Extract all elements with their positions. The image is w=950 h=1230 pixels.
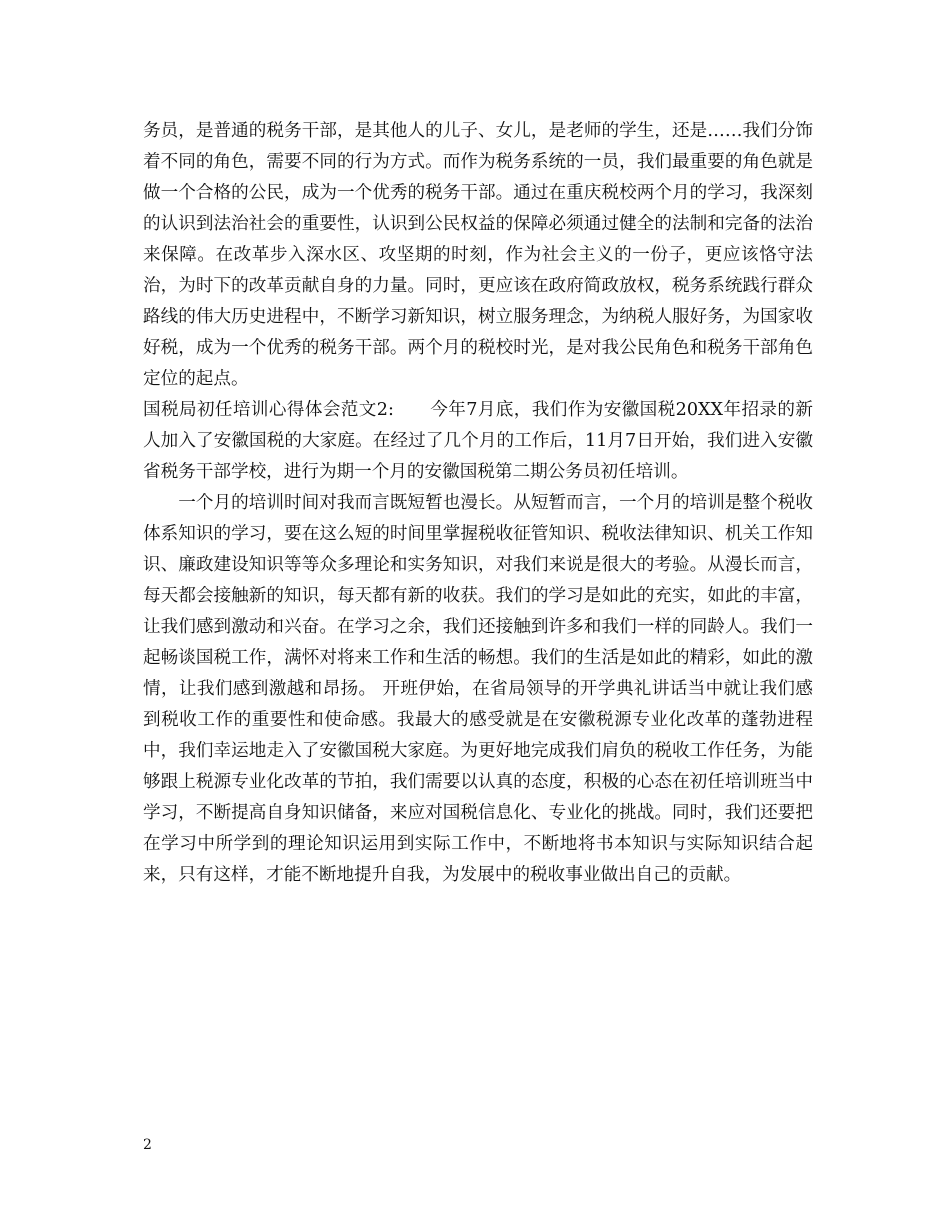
paragraph-continuation: 务员，是普通的税务干部，是其他人的儿子、女儿，是老师的学生，还是……我们分饰着不同的角色，需要不同的行为方式。而作为税务系统的一员，我们最重要的角色就是做一个合格的公民，成为一个优秀的税务干部。通过在重庆税校两个月的学习，我深刻的认识到法治社会的重要性，认识到公民权益的保障必须通过健全的法制和完备的法治来保障。在改革步入深水区、攻坚期的时刻，作为社会主义的一份子，更应该恪守法治，为时下的改革贡献自身的力量。同时，更应该在政府简政放权，税务系统践行群众路线的伟大历史进程中，不断学习新知识，树立服务理念，为纳税人服好务，为国家收好税，成为一个优秀的税务干部。两个月的税校时光，是对我公民角色和税务干部角色定位的起点。 [143, 121, 813, 389]
paragraph-essay-2-intro: 国税局初任培训心得体会范文2: 今年7月底，我们作为安徽国税20XX年招录的新人加入了安徽国税的大家庭。在经过了几个月的工作后，11月7日开始，我们进入安徽省税务干部学校，进行为期一个月的安徽国税第二期公务员初任培训。 [143, 400, 813, 482]
paragraph-training-reflection: 一个月的培训时间对我而言既短暂也漫长。从短暂而言，一个月的培训是整个税收体系知识的学习，要在这么短的时间里掌握税收征管知识、税收法律知识、机关工作知识、廉政建设知识等等众多理论和实务知识，对我们来说是很大的考验。从漫长而言，每天都会接触新的知识，每天都有新的收获。我们的学习是如此的充实，如此的丰富，让我们感到激动和兴奋。在学习之余，我们还接触到许多和我们一样的同龄人。我们一起畅谈国税工作，满怀对将来工作和生活的畅想。我们的生活是如此的精彩，如此的激情，让我们感到激越和昂扬。 开班伊始，在省局领导的开学典礼讲话当中就让我们感到税收工作的重要性和使命感。我最大的感受就是在安徽税源专业化改革的蓬勃进程中，我们幸运地走入了安徽国税大家庭。为更好地完成我们肩负的税收工作任务，为能够跟上税源专业化改革的节拍，我们需要以认真的态度，积极的心态在初任培训班当中学习，不断提高自身知识储备，来应对国税信息化、专业化的挑战。同时，我们还要把在学习中所学到的理论知识运用到实际工作中，不断地将书本知识与实际知识结合起来，只有这样，才能不断地提升自我，为发展中的税收事业做出自己的贡献。 [143, 493, 813, 885]
page-number: 2 [143, 1137, 152, 1153]
document-body [143, 116, 813, 891]
